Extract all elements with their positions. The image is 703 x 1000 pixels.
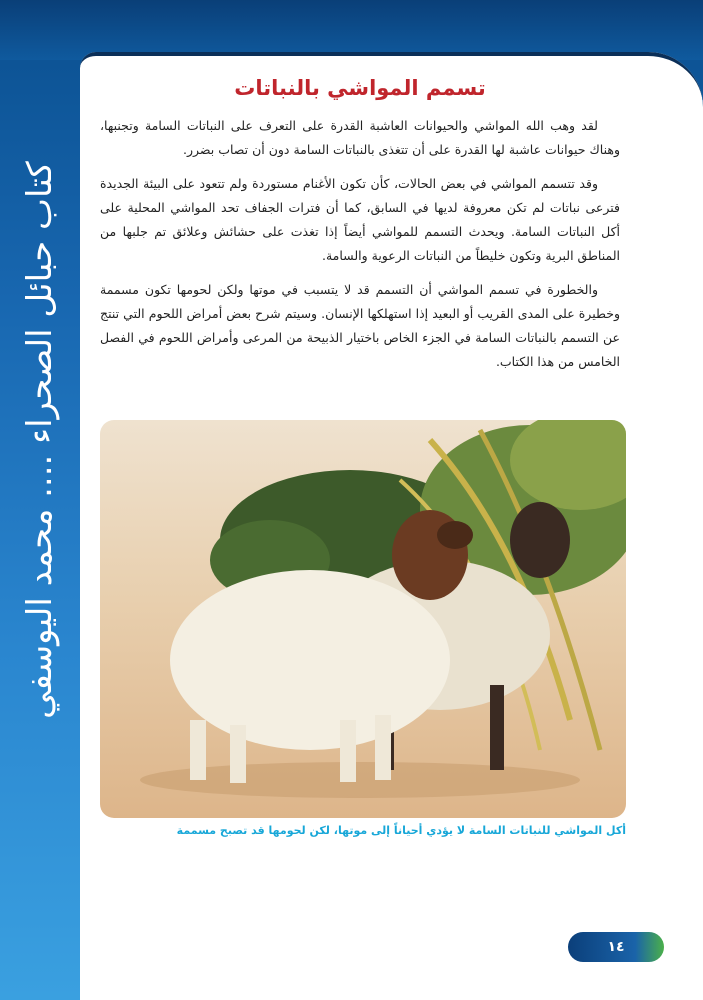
front-sheep-leg: [375, 715, 391, 780]
page-number-badge: [568, 932, 664, 962]
page-number: ١٤: [607, 939, 625, 955]
front-sheep-ear: [437, 521, 473, 549]
article-content: [100, 76, 620, 384]
back-sheep-leg: [490, 685, 504, 770]
paragraph-2: وقد تتسمم المواشي في بعض الحالات، كأن تكون الأغنام مستوردة ولم تتعود على البيئة الجديدة فترعى نباتات لم تكن معروفة لديها في السابق، كما أن فترات الجفاف تحد المواشي المحلية على أكل النباتات السامة. ويحدث التسمم للمواشي أيضاً إذا تغذت على حشائش وعلائق تم جلبها من المناطق البرية وتكون خليطاً من النباتات الرعوية والسامة.: [100, 176, 620, 263]
photo-caption: أكل المواشي للنباتات السامة لا يؤدي أحياناً إلى موتها، لكن لحومها قد تصبح مسممة: [176, 824, 626, 837]
front-sheep-leg: [340, 720, 356, 782]
article-heading: تسمم المواشي بالنباتات: [234, 76, 486, 100]
side-title-container: [8, 90, 72, 790]
front-sheep-leg: [230, 725, 246, 783]
top-blue-band: [0, 0, 703, 60]
sheep-illustration: [100, 420, 626, 818]
back-sheep-head: [510, 502, 570, 578]
paragraph-1: لقد وهب الله المواشي والحيوانات العاشبة القدرة على التعرف على النباتات السامة وتجنبها، وهناك حيوانات عاشبة لها القدرة على أن تتغذى بالنباتات السامة دون أن تصاب بضرر.: [100, 118, 620, 157]
front-sheep-leg: [190, 720, 206, 780]
paragraph-3: والخطورة في تسمم المواشي أن التسمم قد لا يتسبب في موتها ولكن لحومها تكون مسممة وخطيرة على المدى القريب أو البعيد إذا استهلكها الإنسان. وسيتم شرح بعض أمراض اللحوم التي تنتج عن التسمم بالنباتات السامة في الجزء الخاص باختيار الذبيحة من المرعى وأمراض اللحوم في الفصل الخامس من هذا الكتاب.: [100, 282, 620, 369]
book-side-title: كتاب حبائل الصحراء .... محمد اليوسفي: [20, 161, 60, 719]
front-sheep-body: [170, 570, 450, 750]
sheep-photo: [100, 420, 626, 818]
